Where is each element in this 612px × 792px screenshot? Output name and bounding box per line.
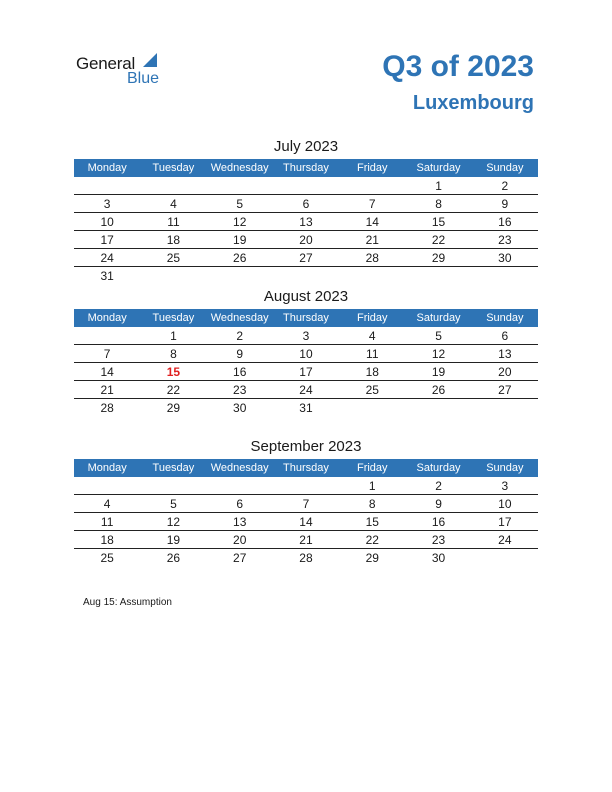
day-cell: 9 — [472, 195, 538, 213]
weekday-header: Thursday — [273, 159, 339, 177]
day-cell: 21 — [339, 231, 405, 249]
weekday-header: Saturday — [405, 459, 471, 477]
day-cell: 1 — [140, 327, 206, 345]
day-cell: 28 — [339, 249, 405, 267]
day-cell: 31 — [100, 268, 114, 283]
day-cell — [405, 267, 471, 285]
day-cell: 29 — [166, 400, 181, 415]
day-cell: 8 — [140, 345, 206, 363]
day-cell: 15 — [405, 213, 471, 231]
day-cell: 22 — [339, 531, 405, 549]
day-cell: 20 — [273, 231, 339, 249]
day-cell: 29 — [365, 550, 379, 565]
day-cell: 25 — [140, 249, 206, 267]
week-row — [74, 399, 538, 417]
day-cell: 25 — [339, 381, 405, 399]
day-cell: 20 — [472, 363, 538, 381]
week-row — [74, 249, 538, 267]
day-cell: 13 — [273, 213, 339, 231]
day-cell: 3 — [273, 327, 339, 345]
day-cell: 7 — [273, 495, 339, 513]
week-row — [74, 381, 538, 399]
day-cell — [472, 549, 538, 567]
holiday-notes — [83, 597, 172, 608]
day-cell: 2 — [207, 327, 273, 345]
day-cell — [273, 477, 339, 495]
day-cell — [207, 477, 273, 495]
day-cell — [339, 267, 405, 285]
day-cell: 4 — [140, 195, 206, 213]
day-cell — [273, 177, 339, 195]
generalblue-logo — [76, 52, 186, 92]
day-cell: 18 — [74, 531, 140, 549]
weekday-header: Saturday — [405, 309, 471, 327]
weekday-header-row — [74, 309, 538, 327]
day-cell: 31 — [299, 400, 313, 415]
weekday-header: Wednesday — [207, 159, 273, 177]
day-cell: 18 — [339, 363, 405, 381]
day-cell: 19 — [207, 231, 273, 249]
week-row — [74, 327, 538, 345]
day-cell: 20 — [207, 531, 273, 549]
day-cell: 30 — [233, 400, 247, 415]
day-cell: 14 — [273, 513, 339, 531]
day-cell: 3 — [74, 195, 140, 213]
month-august — [74, 286, 538, 416]
day-cell: 13 — [207, 513, 273, 531]
weekday-header: Sunday — [472, 159, 538, 177]
day-cell: 12 — [405, 345, 471, 363]
day-cell — [74, 177, 140, 195]
day-cell: 21 — [74, 381, 140, 399]
day-cell: 24 — [472, 531, 538, 549]
week-row — [74, 477, 538, 495]
day-cell: 5 — [207, 195, 273, 213]
day-cell: 26 — [166, 550, 181, 565]
day-cell: 1 — [339, 477, 405, 495]
logo-triangle-icon — [143, 53, 157, 67]
week-row — [74, 531, 538, 549]
week-row — [74, 345, 538, 363]
weekday-header: Sunday — [472, 309, 538, 327]
month-title: September 2023 — [250, 438, 362, 455]
weekday-header: Friday — [339, 159, 405, 177]
day-cell: 13 — [472, 345, 538, 363]
day-cell: 23 — [405, 531, 471, 549]
day-cell: 9 — [405, 495, 471, 513]
weekday-header: Friday — [339, 309, 405, 327]
day-cell: 22 — [405, 231, 471, 249]
weekday-header: Wednesday — [207, 459, 273, 477]
weekday-header: Tuesday — [140, 309, 206, 327]
weekday-header: Saturday — [405, 159, 471, 177]
day-cell: 5 — [140, 495, 206, 513]
day-cell: 8 — [339, 495, 405, 513]
day-cell: 10 — [472, 495, 538, 513]
day-cell — [74, 477, 140, 495]
day-cell: 16 — [472, 213, 538, 231]
week-row — [74, 213, 538, 231]
day-cell: 26 — [405, 381, 471, 399]
day-cell: 28 — [100, 400, 114, 415]
logo-word-general: General — [76, 54, 136, 73]
day-cell: 21 — [273, 531, 339, 549]
day-cell: 7 — [74, 345, 140, 363]
day-cell: 6 — [273, 195, 339, 213]
week-row — [74, 513, 538, 531]
day-cell — [339, 399, 405, 417]
day-cell: 4 — [339, 327, 405, 345]
month-september — [74, 436, 538, 566]
weekday-header: Monday — [74, 459, 140, 477]
day-cell: 4 — [74, 495, 140, 513]
day-cell: 6 — [207, 495, 273, 513]
day-cell: 28 — [299, 550, 313, 565]
day-cell: 2 — [472, 177, 538, 195]
day-cell — [472, 399, 538, 417]
day-cell: 12 — [140, 513, 206, 531]
weekday-header: Thursday — [273, 459, 339, 477]
day-cell: 17 — [472, 513, 538, 531]
weekday-header-row — [74, 159, 538, 177]
day-cell: 11 — [74, 513, 140, 531]
day-cell: 7 — [339, 195, 405, 213]
day-cell: 14 — [339, 213, 405, 231]
day-cell: 23 — [472, 231, 538, 249]
day-cell: 11 — [140, 213, 206, 231]
day-cell: 14 — [74, 363, 140, 381]
day-cell — [140, 267, 206, 285]
weekday-header: Thursday — [273, 309, 339, 327]
day-cell: 17 — [273, 363, 339, 381]
week-row — [74, 267, 538, 285]
week-row — [74, 195, 538, 213]
day-cell: 16 — [207, 363, 273, 381]
day-cell: 6 — [472, 327, 538, 345]
day-cell: 27 — [273, 249, 339, 267]
day-cell: 10 — [273, 345, 339, 363]
week-row — [74, 363, 538, 381]
day-cell: 24 — [74, 249, 140, 267]
day-cell: 3 — [472, 477, 538, 495]
month-title: August 2023 — [263, 288, 349, 305]
calendar-grid — [74, 159, 538, 284]
day-cell: 12 — [207, 213, 273, 231]
day-cell — [140, 177, 206, 195]
day-cell: 26 — [207, 249, 273, 267]
day-cell: 15 — [339, 513, 405, 531]
day-cell: 30 — [472, 249, 538, 267]
weekday-header: Friday — [339, 459, 405, 477]
day-cell: 1 — [405, 177, 471, 195]
day-cell — [74, 327, 140, 345]
day-cell: 8 — [405, 195, 471, 213]
weekday-header: Wednesday — [207, 309, 273, 327]
day-cell — [339, 177, 405, 195]
day-cell: 22 — [140, 381, 206, 399]
day-cell: 30 — [431, 550, 446, 565]
quarter-title: Q3 of 2023 — [382, 50, 534, 83]
logo-word-blue: Blue — [127, 70, 160, 87]
weekday-header: Sunday — [472, 459, 538, 477]
day-cell — [405, 399, 471, 417]
weekday-header-row — [74, 459, 538, 477]
day-cell — [140, 477, 206, 495]
month-july — [74, 136, 538, 284]
weekday-header: Tuesday — [140, 159, 206, 177]
calendar-grid — [74, 459, 538, 566]
week-row — [74, 549, 538, 567]
week-row — [74, 177, 538, 195]
day-cell: 25 — [100, 550, 114, 565]
holiday-note: Aug 15: Assumption — [83, 597, 172, 608]
day-cell: 19 — [140, 531, 206, 549]
day-cell: 5 — [405, 327, 471, 345]
day-cell: 24 — [273, 381, 339, 399]
day-cell: 23 — [207, 381, 273, 399]
day-cell: 11 — [339, 345, 405, 363]
day-cell: 9 — [207, 345, 273, 363]
weekday-header: Monday — [74, 159, 140, 177]
day-cell — [273, 267, 339, 285]
weekday-header: Monday — [74, 309, 140, 327]
weekday-header: Tuesday — [140, 459, 206, 477]
country-name: Luxembourg — [412, 92, 534, 114]
day-cell: 29 — [405, 249, 471, 267]
day-cell: 2 — [405, 477, 471, 495]
holiday-day-cell: 15 — [140, 363, 206, 381]
calendar-grid — [74, 309, 538, 416]
day-cell: 27 — [233, 550, 247, 565]
day-cell: 10 — [74, 213, 140, 231]
week-row — [74, 495, 538, 513]
week-row — [74, 231, 538, 249]
day-cell: 27 — [472, 381, 538, 399]
day-cell: 18 — [140, 231, 206, 249]
day-cell — [472, 267, 538, 285]
month-title: July 2023 — [273, 138, 339, 155]
day-cell: 16 — [405, 513, 471, 531]
day-cell: 19 — [405, 363, 471, 381]
day-cell — [207, 177, 273, 195]
day-cell — [207, 267, 273, 285]
day-cell: 17 — [74, 231, 140, 249]
